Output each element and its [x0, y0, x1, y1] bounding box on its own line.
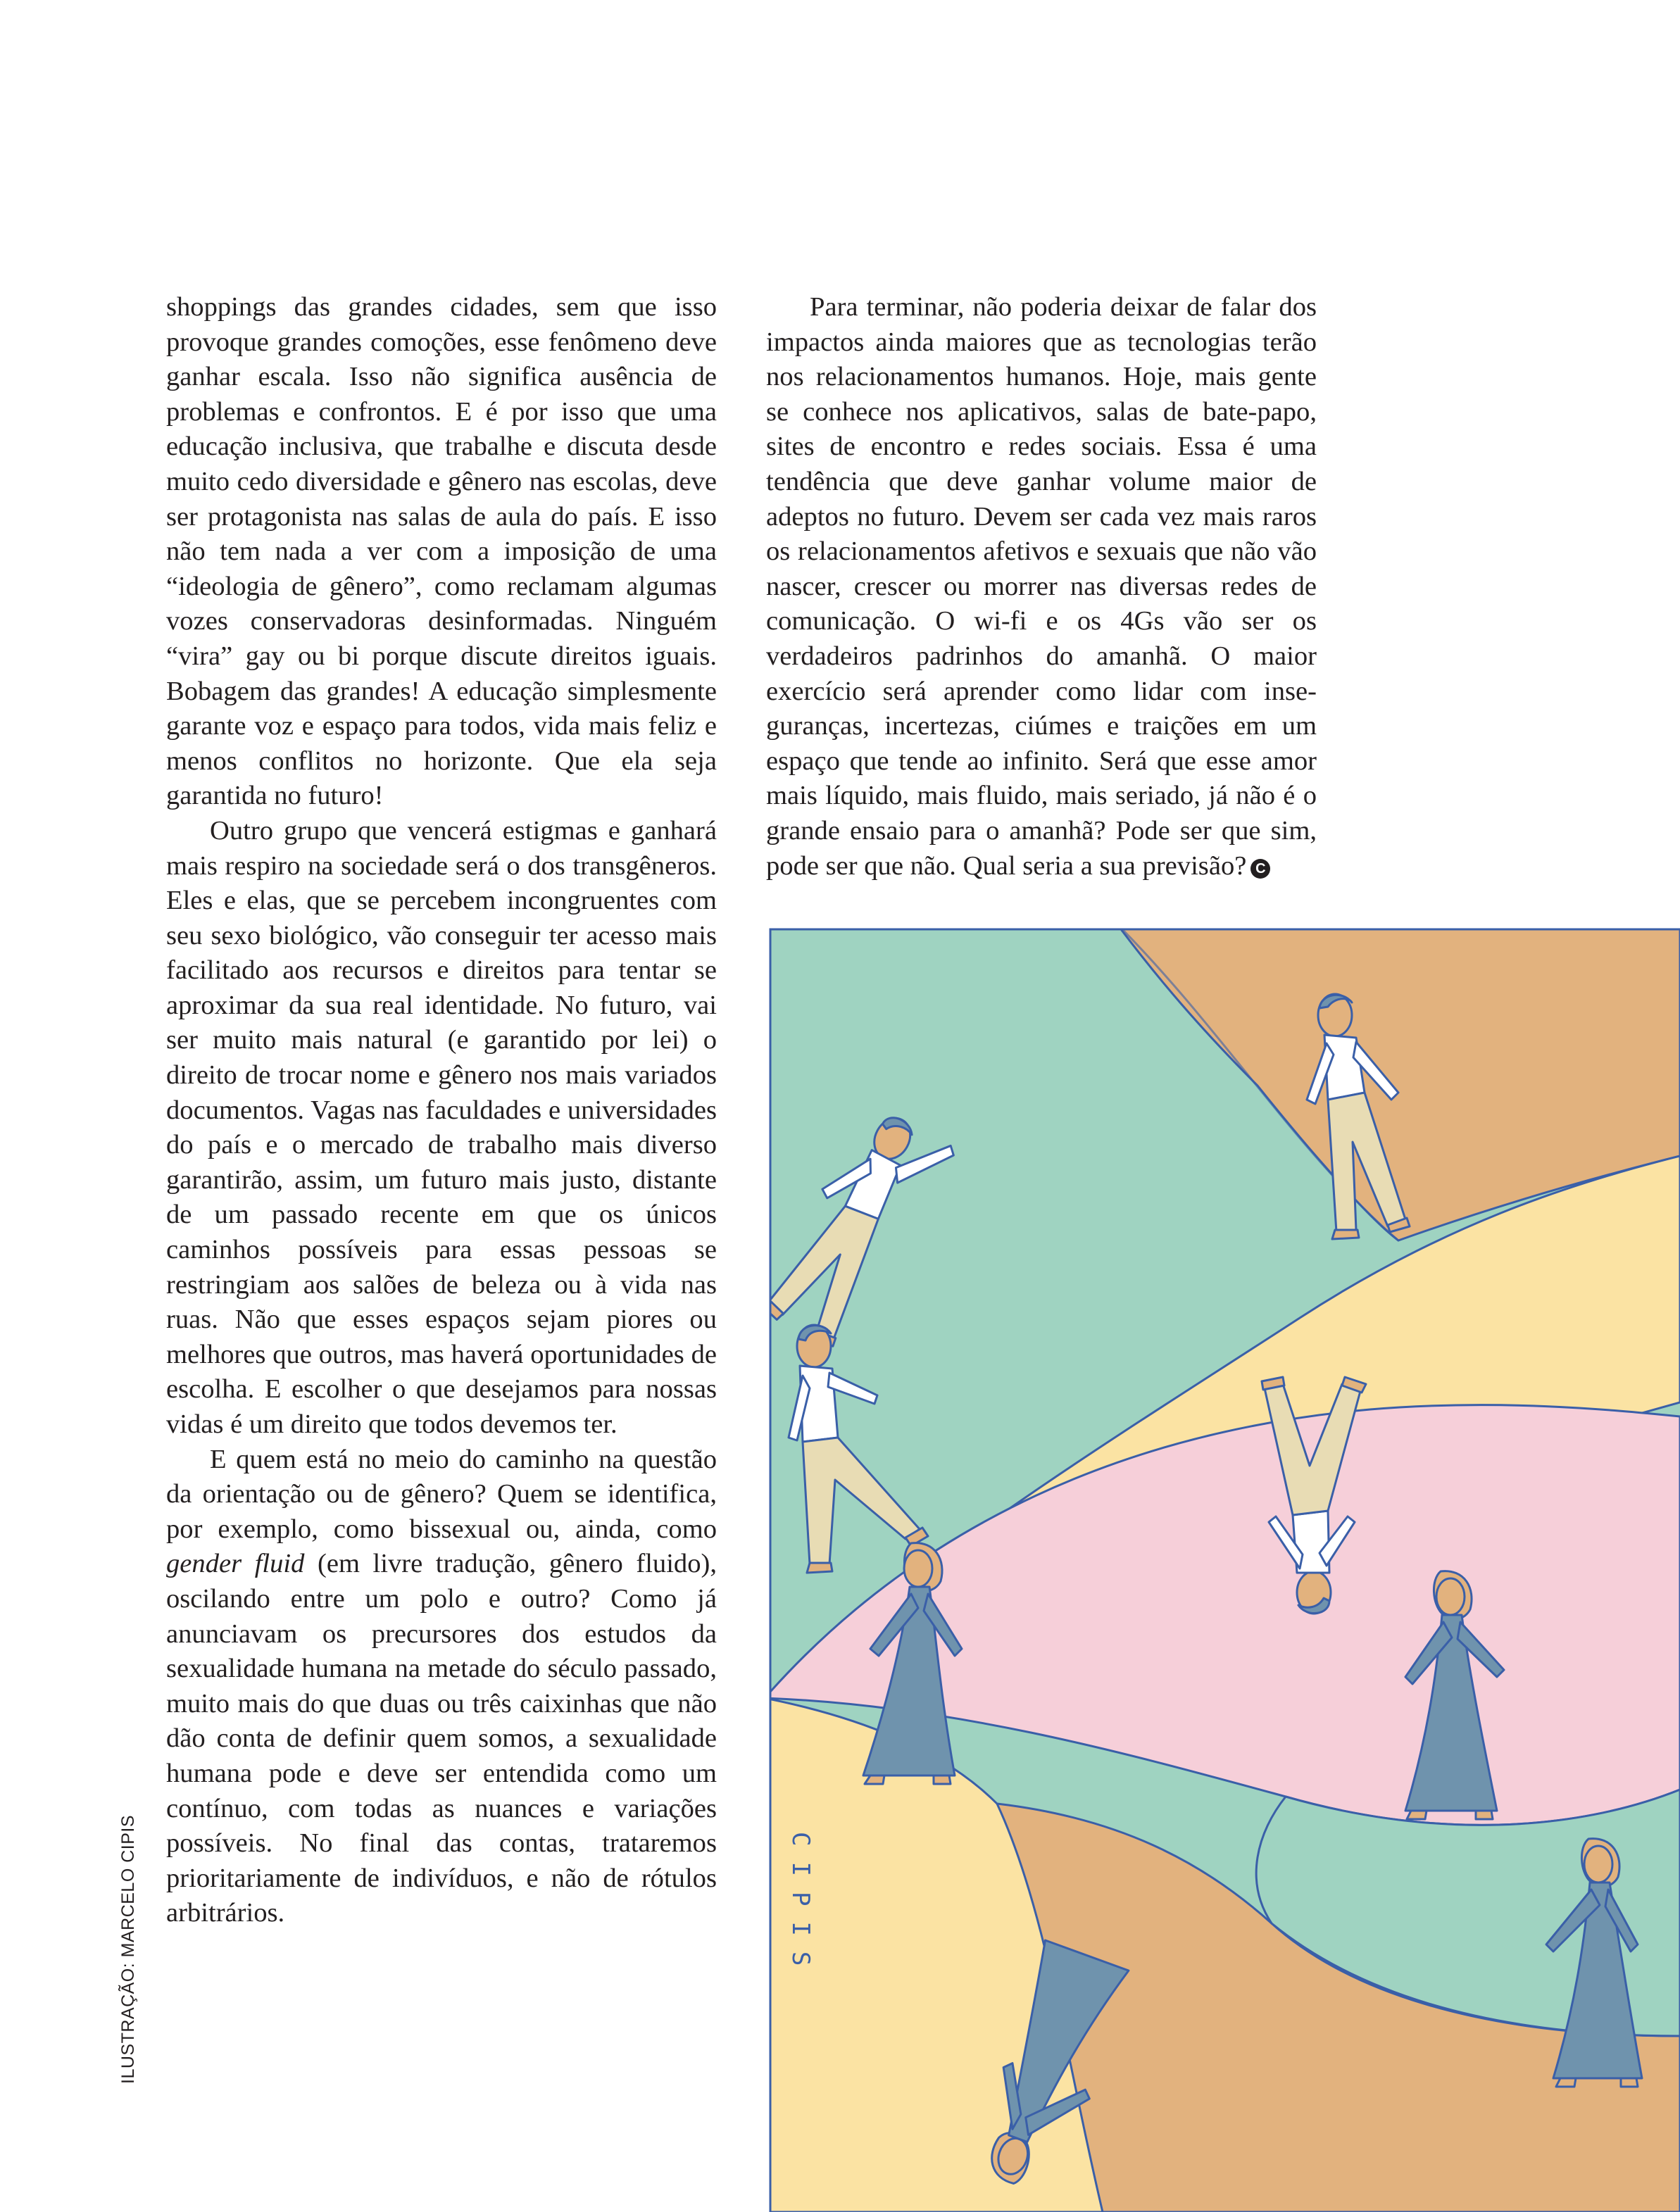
emphasis-gender-fluid: gender fluid	[166, 1549, 305, 1579]
illustration-credit: ILUSTRAÇÃO: MARCELO CIPIS	[118, 1814, 138, 2084]
illustration	[765, 924, 1680, 2212]
paragraph-3	[166, 1443, 717, 1931]
paragraph-4	[766, 290, 1317, 884]
paragraph-1: shoppings das grandes cidades, sem que isso provoque grandes comoções, esse fenômeno deve ganhar escala. Isso não significa ausência de problemas e confrontos. E é por isso que uma educação inclusiva, que trabalhe e discuta desde muito cedo diversidade e gênero nas escolas, deve ser protagonista nas salas de aula do país. E isso não tem nada a ver com a imposição de uma “ideologia de gênero”, como reclamam algumas vozes conservadoras desinformadas. Ninguém “vira” gay ou bi porque discute direitos iguais. Bobagem das grandes! A educação simplesmente garante voz e espaço para todos, vida mais feliz e menos conflitos no horizonte. Que ela seja garantida no futuro!	[166, 292, 717, 811]
article-right-column	[766, 290, 1317, 884]
paragraph-3-text-a: E quem está no meio do caminho na questão da orientação ou de gênero? Quem se identifica, por exemplo, como bissexual ou, ainda, como	[166, 1444, 717, 1544]
end-of-article-icon: C	[1250, 859, 1270, 879]
article-left-column	[166, 290, 717, 1931]
paragraph-2: Outro grupo que vencerá estigmas e ganhará mais respiro na sociedade será o dos transgêneros. Eles e elas, que se percebem incongruentes com seu sexo biológico, vão conseguir ter acesso mais facilitado aos recursos e direitos para tentar se aproximar da sua real identidade. No futuro, vai ser muito mais natural (e garantido por lei) o direito de trocar nome e gênero nos mais variados documentos. Vagas nas faculdades e universidades do país e o mercado de trabalho mais diverso garantirão, assim, um futuro mais justo, distante de um passado recente em que os únicos caminhos possíveis para essas pessoas se restringiam aos salões de beleza ou à vida nas ruas. Não que esses espaços sejam piores ou melhores que outros, mas haverá oportunidades de escolha. E escolher o que desejamos para nossas vidas é um direito que todos devemos ter.	[166, 815, 717, 1439]
artist-signature: CIPIS	[786, 1832, 815, 1982]
paragraph-4-text: Para terminar, não poderia deixar de falar dos impactos ainda maiores que as tecnologias terão nos relacionamentos humanos. Hoje, mais gente se conhece nos aplicativos, salas de bate-papo, sites de encontro e redes sociais. Essa é uma tendência que deve ganhar volume maior de adeptos no futuro. Devem ser cada vez mais raros os relacionamentos afetivos e sexuais que não vão nascer, crescer ou morrer nas diversas redes de comunicação. O wi-fi e os 4Gs vão ser os verdadeiros padrinhos do amanhã. O maior exercício será aprender como lidar com inseguranças, incertezas, ciúmes e traições em um espaço que tende ao infinito. Será que esse amor mais líquido, mais fluido, mais seriado, já não é o grande ensaio para o amanhã? Pode ser que sim, pode ser que não. Qual seria a sua previsão?	[766, 292, 1317, 881]
paragraph-3-text-b: (em livre tradução, gênero fluido), oscilando entre um polo e outro? Como já anunciavam os precursores dos estudos da sexualidade humana na metade do século passado, muito mais do que duas ou três caixinhas que não dão conta de definir quem somos, a sexualidade humana pode e deve ser entendida como um contínuo, com todas as nuances e variações possíveis. No final das contas, trataremos prioritariamente de indivíduos, e não de rótulos arbitrários.	[166, 1549, 717, 1928]
